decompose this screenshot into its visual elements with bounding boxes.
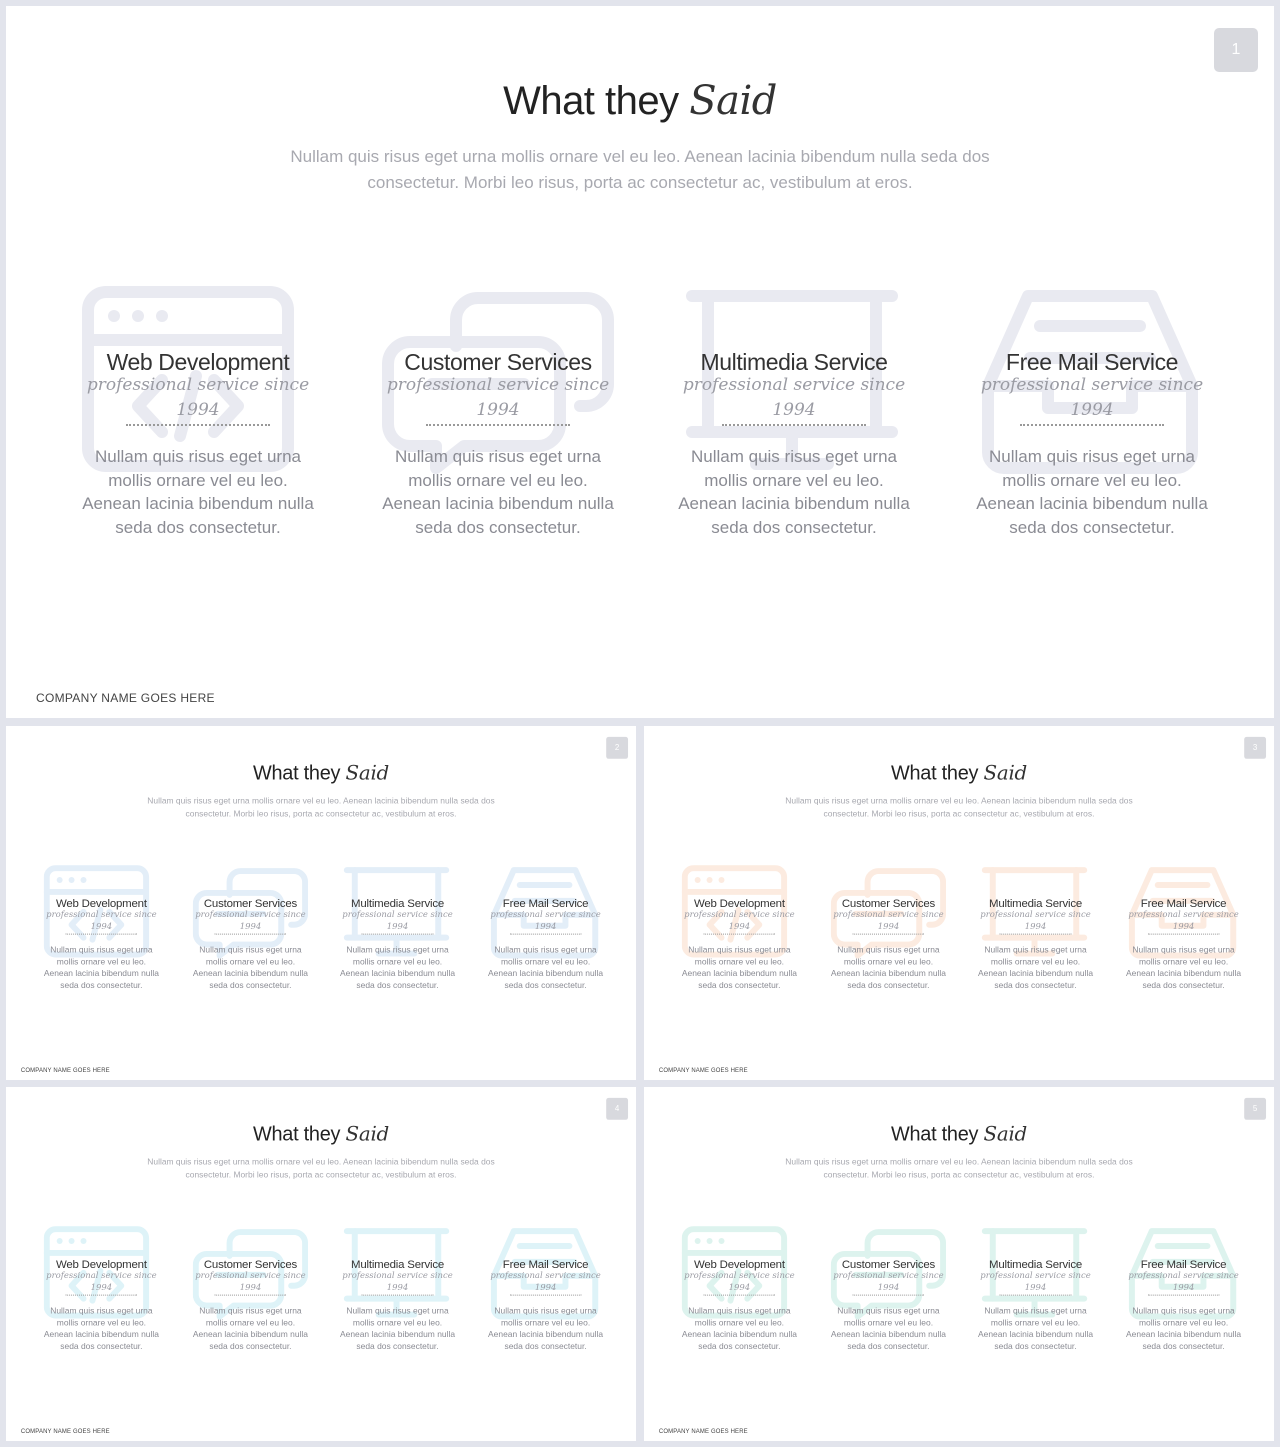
company-name: COMPANY NAME GOES HERE xyxy=(658,1427,748,1435)
card-subtitle: professional service since 1994 xyxy=(684,1270,795,1293)
service-card-2 xyxy=(191,1221,310,1360)
card-title: Customer Services xyxy=(203,1257,298,1271)
card-body: Nullam quis risus eget urna mollis ornare vel eu leo. Aenean lacinia bibendum nulla seda dos consectetur. xyxy=(830,1306,946,1351)
card-body: Nullam quis risus eget urna mollis ornare vel eu leo. Aenean lacinia bibendum nulla seda dos consectetur. xyxy=(43,945,159,990)
slide-title xyxy=(644,762,1274,785)
title-emphasis: Said xyxy=(983,1122,1028,1146)
title-text: What they xyxy=(890,762,979,785)
card-divider xyxy=(722,424,866,426)
service-card-1 xyxy=(42,860,161,999)
card-divider xyxy=(853,934,925,935)
title-text: What they xyxy=(503,79,679,123)
card-title: Free Mail Service xyxy=(1140,896,1227,910)
card-divider xyxy=(362,934,434,935)
card-body: Nullam quis risus eget urna mollis ornare vel eu leo. Aenean lacinia bibendum nulla seda dos consectetur. xyxy=(976,447,1208,537)
card-body: Nullam quis risus eget urna mollis ornare vel eu leo. Aenean lacinia bibendum nulla seda dos consectetur. xyxy=(82,447,314,537)
card-body: Nullam quis risus eget urna mollis ornare vel eu leo. Aenean lacinia bibendum nulla seda dos consectetur. xyxy=(678,447,910,537)
card-title: Web Development xyxy=(55,896,147,910)
service-card-2 xyxy=(378,276,618,556)
title-emphasis: Said xyxy=(345,761,390,785)
service-card-2 xyxy=(829,860,948,999)
service-card-1 xyxy=(78,276,318,556)
title-text: What they xyxy=(252,762,341,785)
slide-5[interactable] xyxy=(644,1087,1274,1441)
card-divider xyxy=(426,424,570,426)
card-subtitle: professional service since 1994 xyxy=(833,909,944,932)
card-subtitle: professional service since 1994 xyxy=(490,909,601,932)
card-body: Nullam quis risus eget urna mollis ornare vel eu leo. Aenean lacinia bibendum nulla seda dos consectetur. xyxy=(681,945,797,990)
company-name: COMPANY NAME GOES HERE xyxy=(20,1066,110,1074)
slide-subtitle: Nullam quis risus eget urna mollis ornare vel eu leo. Aenean lacinia bibendum nulla seda dos consectetur. Morbi leo risus, porta ac consectetur ac, vestibulum at eros. xyxy=(785,796,1133,819)
card-body: Nullam quis risus eget urna mollis ornare vel eu leo. Aenean lacinia bibendum nulla seda dos consectetur. xyxy=(488,1306,604,1351)
card-title: Web Development xyxy=(106,349,290,375)
card-subtitle: professional service since 1994 xyxy=(86,375,310,420)
card-subtitle: professional service since 1994 xyxy=(833,1270,944,1293)
card-divider xyxy=(704,934,776,935)
card-subtitle: professional service since 1994 xyxy=(342,1270,453,1293)
card-body: Nullam quis risus eget urna mollis ornare vel eu leo. Aenean lacinia bibendum nulla seda dos consectetur. xyxy=(977,945,1094,990)
page-number-badge: 1 xyxy=(1214,28,1258,72)
company-name: COMPANY NAME GOES HERE xyxy=(36,691,215,705)
card-title: Customer Services xyxy=(841,896,936,910)
card-divider xyxy=(510,1295,582,1296)
company-name: COMPANY NAME GOES HERE xyxy=(20,1427,110,1435)
service-card-3 xyxy=(976,860,1095,999)
slide-title xyxy=(6,762,636,785)
service-card-4 xyxy=(486,860,605,999)
card-subtitle: professional service since 1994 xyxy=(1128,1270,1239,1293)
card-title: Multimedia Service xyxy=(989,1257,1082,1271)
card-body: Nullam quis risus eget urna mollis ornare vel eu leo. Aenean lacinia bibendum nulla seda dos consectetur. xyxy=(1126,1306,1242,1351)
card-divider xyxy=(1000,1295,1072,1296)
card-subtitle: professional service since 1994 xyxy=(980,909,1091,932)
card-subtitle: professional service since 1994 xyxy=(1128,909,1239,932)
card-body: Nullam quis risus eget urna mollis ornare vel eu leo. Aenean lacinia bibendum nulla seda dos consectetur. xyxy=(192,1306,308,1351)
card-subtitle: professional service since 1994 xyxy=(490,1270,601,1293)
card-divider xyxy=(1148,1295,1220,1296)
card-divider xyxy=(126,424,270,426)
slide-3[interactable] xyxy=(644,726,1274,1080)
card-divider xyxy=(510,934,582,935)
card-body: Nullam quis risus eget urna mollis ornare vel eu leo. Aenean lacinia bibendum nulla seda dos consectetur. xyxy=(43,1306,159,1351)
card-title: Customer Services xyxy=(841,1257,936,1271)
page-number-badge: 2 xyxy=(606,737,628,759)
service-card-2 xyxy=(829,1221,948,1360)
card-body: Nullam quis risus eget urna mollis ornare vel eu leo. Aenean lacinia bibendum nulla seda dos consectetur. xyxy=(977,1306,1094,1351)
card-divider xyxy=(66,934,138,935)
card-title: Multimedia Service xyxy=(700,349,888,375)
service-card-4 xyxy=(1124,1221,1243,1360)
card-title: Customer Services xyxy=(404,349,592,375)
card-title: Web Development xyxy=(693,1257,785,1271)
card-divider xyxy=(215,1295,287,1296)
card-body: Nullam quis risus eget urna mollis ornare vel eu leo. Aenean lacinia bibendum nulla seda dos consectetur. xyxy=(192,945,308,990)
card-subtitle: professional service since 1994 xyxy=(682,375,906,420)
title-emphasis: Said xyxy=(689,78,777,124)
card-subtitle: professional service since 1994 xyxy=(46,1270,157,1293)
service-card-4 xyxy=(486,1221,605,1360)
slide-1[interactable] xyxy=(6,6,1274,718)
card-divider xyxy=(362,1295,434,1296)
service-card-1 xyxy=(680,1221,799,1360)
card-divider xyxy=(1020,424,1164,426)
card-body: Nullam quis risus eget urna mollis ornare vel eu leo. Aenean lacinia bibendum nulla seda dos consectetur. xyxy=(339,945,456,990)
card-title: Free Mail Service xyxy=(1140,1257,1227,1271)
card-body: Nullam quis risus eget urna mollis ornare vel eu leo. Aenean lacinia bibendum nulla seda dos consectetur. xyxy=(830,945,946,990)
card-subtitle: professional service since 1994 xyxy=(46,909,157,932)
title-text: What they xyxy=(252,1123,341,1146)
card-title: Free Mail Service xyxy=(502,1257,589,1271)
card-body: Nullam quis risus eget urna mollis ornare vel eu leo. Aenean lacinia bibendum nulla seda dos consectetur. xyxy=(1126,945,1242,990)
slide-4[interactable] xyxy=(6,1087,636,1441)
card-body: Nullam quis risus eget urna mollis ornare vel eu leo. Aenean lacinia bibendum nulla seda dos consectetur. xyxy=(339,1306,456,1351)
service-card-4 xyxy=(972,276,1212,556)
company-name: COMPANY NAME GOES HERE xyxy=(658,1066,748,1074)
slide-2[interactable] xyxy=(6,726,636,1080)
slide-title xyxy=(644,1123,1274,1146)
card-divider xyxy=(853,1295,925,1296)
card-subtitle: professional service since 1994 xyxy=(980,1270,1091,1293)
slide-subtitle: Nullam quis risus eget urna mollis ornare vel eu leo. Aenean lacinia bibendum nulla seda dos consectetur. Morbi leo risus, porta ac consectetur ac, vestibulum at eros. xyxy=(290,147,990,192)
card-subtitle: professional service since 1994 xyxy=(342,909,453,932)
card-title: Web Development xyxy=(693,896,785,910)
service-card-3 xyxy=(976,1221,1095,1360)
service-card-4 xyxy=(1124,860,1243,999)
page-number-badge: 4 xyxy=(606,1098,628,1120)
card-subtitle: professional service since 1994 xyxy=(195,909,306,932)
slide-title xyxy=(6,78,1274,124)
service-card-1 xyxy=(680,860,799,999)
card-divider xyxy=(1000,934,1072,935)
card-subtitle: professional service since 1994 xyxy=(684,909,795,932)
service-card-3 xyxy=(338,1221,457,1360)
title-emphasis: Said xyxy=(983,761,1028,785)
card-divider xyxy=(215,934,287,935)
service-card-3 xyxy=(338,860,457,999)
page-number-badge: 5 xyxy=(1244,1098,1266,1120)
card-title: Web Development xyxy=(55,1257,147,1271)
card-divider xyxy=(704,1295,776,1296)
card-title: Customer Services xyxy=(203,896,298,910)
card-subtitle: professional service since 1994 xyxy=(386,375,610,420)
card-title: Multimedia Service xyxy=(351,1257,444,1271)
slide-title xyxy=(6,1123,636,1146)
slide-subtitle: Nullam quis risus eget urna mollis ornare vel eu leo. Aenean lacinia bibendum nulla seda dos consectetur. Morbi leo risus, porta ac consectetur ac, vestibulum at eros. xyxy=(147,1157,495,1180)
card-title: Free Mail Service xyxy=(1005,349,1179,375)
card-subtitle: professional service since 1994 xyxy=(980,375,1204,420)
service-card-2 xyxy=(191,860,310,999)
card-divider xyxy=(66,1295,138,1296)
card-body: Nullam quis risus eget urna mollis ornare vel eu leo. Aenean lacinia bibendum nulla seda dos consectetur. xyxy=(382,447,614,537)
title-text: What they xyxy=(890,1123,979,1146)
slide-subtitle: Nullam quis risus eget urna mollis ornare vel eu leo. Aenean lacinia bibendum nulla seda dos consectetur. Morbi leo risus, porta ac consectetur ac, vestibulum at eros. xyxy=(147,796,495,819)
service-card-1 xyxy=(42,1221,161,1360)
card-subtitle: professional service since 1994 xyxy=(195,1270,306,1293)
card-title: Multimedia Service xyxy=(989,896,1082,910)
card-title: Free Mail Service xyxy=(502,896,589,910)
title-emphasis: Said xyxy=(345,1122,390,1146)
card-body: Nullam quis risus eget urna mollis ornare vel eu leo. Aenean lacinia bibendum nulla seda dos consectetur. xyxy=(681,1306,797,1351)
service-card-3 xyxy=(674,276,914,556)
card-divider xyxy=(1148,934,1220,935)
card-title: Multimedia Service xyxy=(351,896,444,910)
card-body: Nullam quis risus eget urna mollis ornare vel eu leo. Aenean lacinia bibendum nulla seda dos consectetur. xyxy=(488,945,604,990)
page-number-badge: 3 xyxy=(1244,737,1266,759)
slide-subtitle: Nullam quis risus eget urna mollis ornare vel eu leo. Aenean lacinia bibendum nulla seda dos consectetur. Morbi leo risus, porta ac consectetur ac, vestibulum at eros. xyxy=(785,1157,1133,1180)
